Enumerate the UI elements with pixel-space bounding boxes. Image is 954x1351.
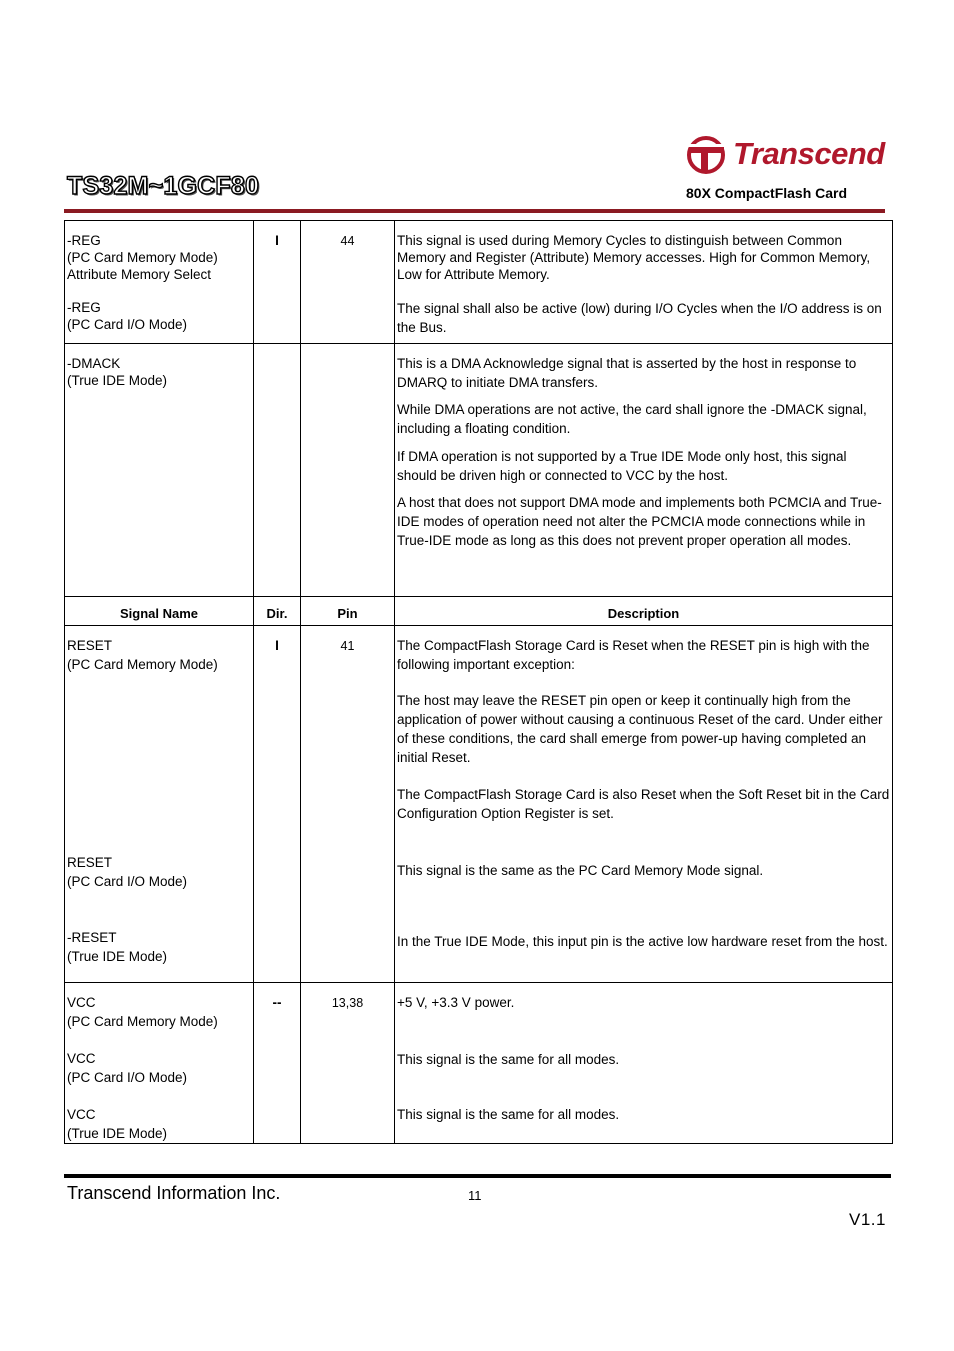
column-header-pin: Pin [301, 597, 395, 626]
description-cell [395, 221, 893, 344]
table-row [65, 221, 893, 344]
description-text: This is a DMA Acknowledge signal that is asserted by the host in response to DMARQ to initiate DMA transfers. [397, 356, 857, 390]
table-row [65, 983, 893, 1144]
signal-mode: (PC Card I/O Mode) [67, 1070, 188, 1086]
description-text: This signal is the same as the PC Card Memory Mode signal. [397, 862, 764, 878]
column-header-direction: Dir. [254, 597, 301, 626]
direction-cell: I [254, 626, 301, 983]
footer-divider [64, 1174, 891, 1178]
page-number: 11 [468, 1188, 482, 1203]
pin-cell [301, 344, 395, 597]
signal-mode: (PC Card I/O Mode) [67, 317, 188, 332]
signal-name: -RESET [67, 929, 117, 945]
signal-name-cell [65, 983, 254, 1144]
column-header-description: Description [395, 597, 893, 626]
description-text: The CompactFlash Storage Card is also Reset when the Soft Reset bit in the Card Configuration Option Register is set. [397, 787, 890, 821]
direction-cell: I [254, 221, 301, 344]
signal-name: RESET [67, 855, 113, 871]
direction-cell [254, 344, 301, 597]
description-text: The host may leave the RESET pin open or keep it continually high from the application of power without causing a continuous Reset of the card. Under either of these conditions, the card shall emerge from power-up having completed an initial Reset. [397, 693, 883, 765]
signal-mode: (True IDE Mode) [67, 948, 168, 964]
signal-description-table [64, 220, 893, 1144]
description-text: This signal is the same for all modes. [397, 1107, 620, 1123]
signal-name: VCC [67, 1051, 96, 1067]
header-divider [64, 209, 885, 213]
signal-mode: (PC Card I/O Mode) [67, 874, 188, 890]
signal-name-cell [65, 344, 254, 597]
signal-mode: (True IDE Mode) [67, 373, 168, 388]
signal-mode: (True IDE Mode) [67, 1125, 168, 1141]
signal-name: VCC [67, 1106, 96, 1122]
signal-mode: Attribute Memory Select [67, 267, 212, 282]
signal-name: -REG [67, 300, 101, 315]
column-header-signal-name: Signal Name [65, 597, 254, 626]
signal-name: RESET [67, 638, 113, 653]
document-subtitle: 80X CompactFlash Card [686, 185, 848, 201]
description-text: The signal shall also be active (low) during I/O Cycles when the I/O address is on the Bus. [397, 301, 882, 335]
description-text: This signal is used during Memory Cycles to distinguish between Common Memory and Register (Attribute) Memory accesses. High for Common Memory, Low for Attribute Memory. [397, 233, 871, 282]
signal-mode: (PC Card Memory Mode) [67, 656, 218, 672]
signal-name: VCC [67, 995, 96, 1010]
signal-mode: (PC Card Memory Mode) [67, 1013, 218, 1029]
pin-number: 44 [340, 234, 355, 248]
pin-number: 13,38 [331, 996, 364, 1010]
pin-cell [301, 626, 395, 983]
brand-logo-text: Transcend [733, 136, 885, 171]
description-cell [395, 626, 893, 983]
signal-mode: (PC Card Memory Mode) [67, 250, 218, 265]
description-cell [395, 983, 893, 1144]
document-version: V1.1 [849, 1210, 886, 1229]
pin-cell [301, 983, 395, 1144]
direction-cell: -- [254, 983, 301, 1144]
footer-company-name: Transcend Information Inc. [67, 1183, 281, 1203]
pin-number: 41 [340, 639, 355, 653]
description-text: A host that does not support DMA mode and implements both PCMCIA and True-IDE modes of operation need not alter the PCMCIA mode connections while in True-IDE mode as long as this does not prevent proper operation all modes. [397, 495, 882, 548]
document-title: TS32M~1GCF80 [67, 172, 260, 200]
signal-name-cell [65, 221, 254, 344]
signal-name: -DMACK [67, 356, 121, 371]
description-text: While DMA operations are not active, the card shall ignore the -DMACK signal, including a floating condition. [397, 402, 867, 437]
table-row [65, 626, 893, 983]
table-header-row [65, 597, 893, 626]
description-text: The CompactFlash Storage Card is Reset when the RESET pin is high with the following important exception: [397, 638, 870, 672]
description-text: If DMA operation is not supported by a True IDE Mode only host, this signal should be driven high or connected to VCC by the host. [397, 448, 847, 483]
description-text: This signal is the same for all modes. [397, 1051, 620, 1067]
signal-name-cell [65, 626, 254, 983]
description-text: +5 V, +3.3 V power. [397, 995, 515, 1010]
pin-cell [301, 221, 395, 344]
table-row [65, 344, 893, 597]
transcend-logo-icon [686, 135, 730, 175]
description-text: In the True IDE Mode, this input pin is the active low hardware reset from the host. [397, 934, 888, 950]
signal-name: -REG [67, 233, 101, 248]
description-cell [395, 344, 893, 597]
